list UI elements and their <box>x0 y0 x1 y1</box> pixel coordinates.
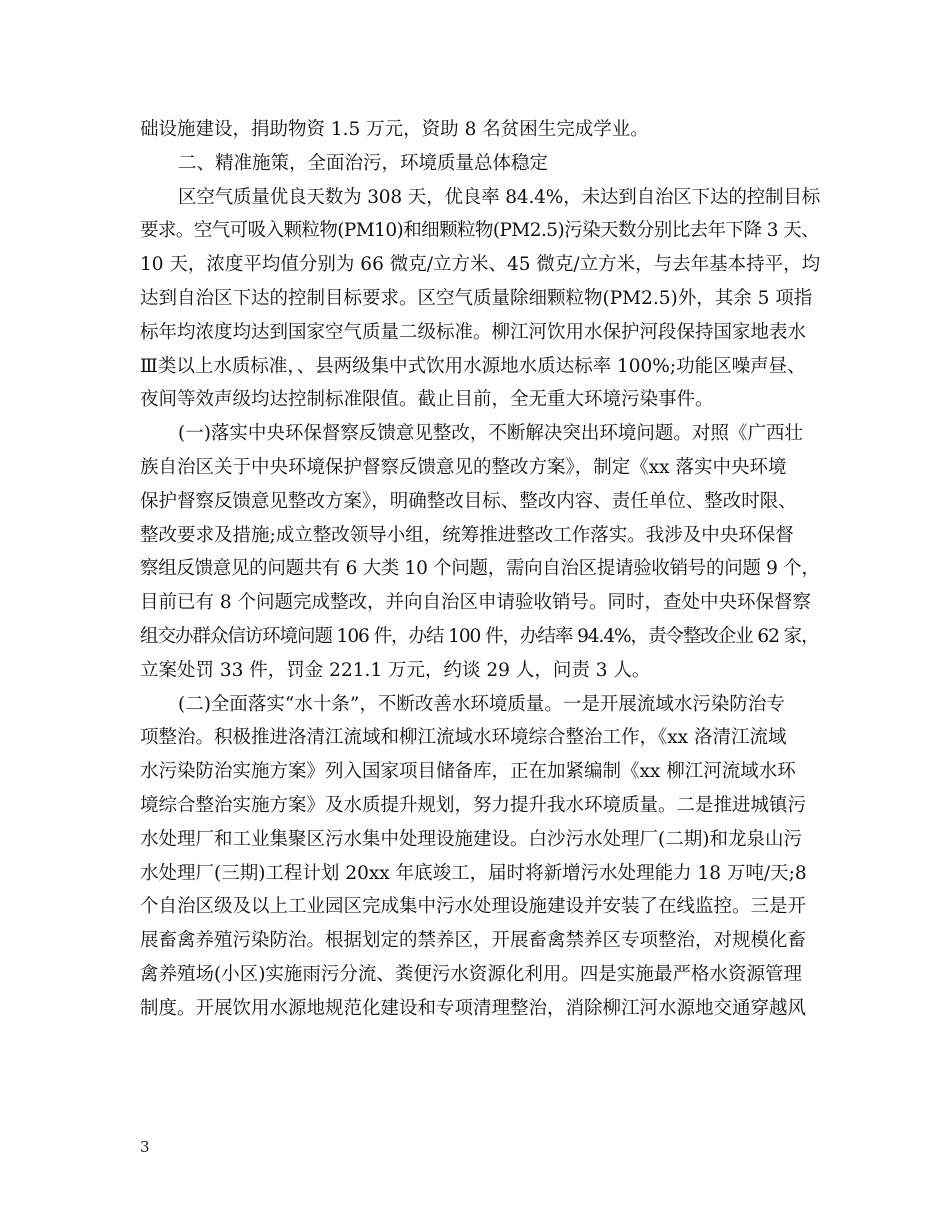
page-number: 3 <box>140 1138 150 1156</box>
document-body <box>140 113 820 1026</box>
text-line: 标年均浓度均达到国家空气质量二级标准。柳江河饮用水保护河段保持国家地表水 <box>140 321 807 343</box>
text-line: 保护督察反馈意见整改方案》，明确整改目标、整改内容、责任单位、整改时限、 <box>140 490 797 512</box>
text-line: 区空气质量优良天数为 308 天，优良率 84.4%，未达到自治区下达的控制目标 <box>178 186 821 208</box>
text-line: 个自治区级及以上工业园区完成集中污水处理设施建设并安装了在线监控。三是开 <box>140 896 807 918</box>
text-line: 项整治。积极推进洛清江流域和柳江流域水环境综合整治工作，《xx 洛清江流域 <box>140 727 787 749</box>
text-line: 族自治区关于中央环境保护督察反馈意见的整改方案》，制定《xx 落实中央环境 <box>140 456 787 478</box>
text-line: 水处理厂(三期)工程计划 20xx 年底竣工，届时将新增污水处理能力 18 万吨/天;8 <box>140 862 807 884</box>
text-line: 制度。开展饮用水源地规范化建设和专项清理整治，消除柳江河水源地交通穿越风 <box>140 997 807 1019</box>
text-line: 组交办群众信访环境问题 106 件，办结 100 件，办结率 94.4%，责令整改企业 62 家， <box>140 625 819 647</box>
text-line: 夜间等效声级均达控制标准限值。截止目前，全无重大环境污染事件。 <box>140 389 714 411</box>
text-line: 立案处罚 33 件，罚金 221.1 万元，约谈 29 人，问责 3 人。 <box>140 659 651 681</box>
text-line: (二)全面落实“水十条”，不断改善水环境质量。一是开展流域水污染防治专 <box>178 693 785 715</box>
text-line: 展畜禽养殖污染防治。根据划定的禁养区，开展畜禽禁养区专项整治，对规模化畜 <box>140 930 807 952</box>
text-line: Ⅲ类以上水质标准，、县两级集中式饮用水源地水质达标率 100%;功能区噪声昼、 <box>140 355 806 377</box>
text-line: 目前已有 8 个问题完成整改，并向自治区申请验收销号。同时，查处中央环保督察 <box>140 592 812 614</box>
text-line: 水污染防治实施方案》列入国家项目储备库，正在加紧编制《xx 柳江河流域水环 <box>140 761 796 783</box>
text-line: (一)落实中央环保督察反馈意见整改，不断解决突出环境问题。对照《广西壮 <box>178 423 803 445</box>
text-line: 察组反馈意见的问题共有 6 大类 10 个问题，需向自治区提请验收销号的问题 9 个， <box>140 558 820 580</box>
text-line: 整改要求及措施;成立整改领导小组，统筹推进整改工作落实。我涉及中央环保督 <box>140 524 794 546</box>
text-line: 达到自治区下达的控制目标要求。区空气质量除细颗粒物(PM2.5)外，其余 5 项指 <box>140 287 813 309</box>
text-line: 二、精准施策，全面治污，环境质量总体稳定 <box>178 152 549 174</box>
text-line: 水处理厂和工业集聚区污水集中处理设施建设。白沙污水处理厂(二期)和龙泉山污 <box>140 828 802 850</box>
text-line: 境综合整治实施方案》及水质提升规划，努力提升我水环境质量。二是推进城镇污 <box>140 794 807 816</box>
text-line: 要求。空气可吸入颗粒物(PM10)和细颗粒物(PM2.5)污染天数分别比去年下降 3 天、 <box>140 220 820 242</box>
text-line: 禽养殖场(小区)实施雨污分流、粪便污水资源化利用。四是实施最严格水资源管理 <box>140 963 802 985</box>
text-line: 础设施建设，捐助物资 1.5 万元，资助 8 名贫困生完成学业。 <box>140 119 649 140</box>
text-line: 10 天，浓度平均值分别为 66 微克/立方米、45 微克/立方米，与去年基本持平，均 <box>140 254 821 276</box>
